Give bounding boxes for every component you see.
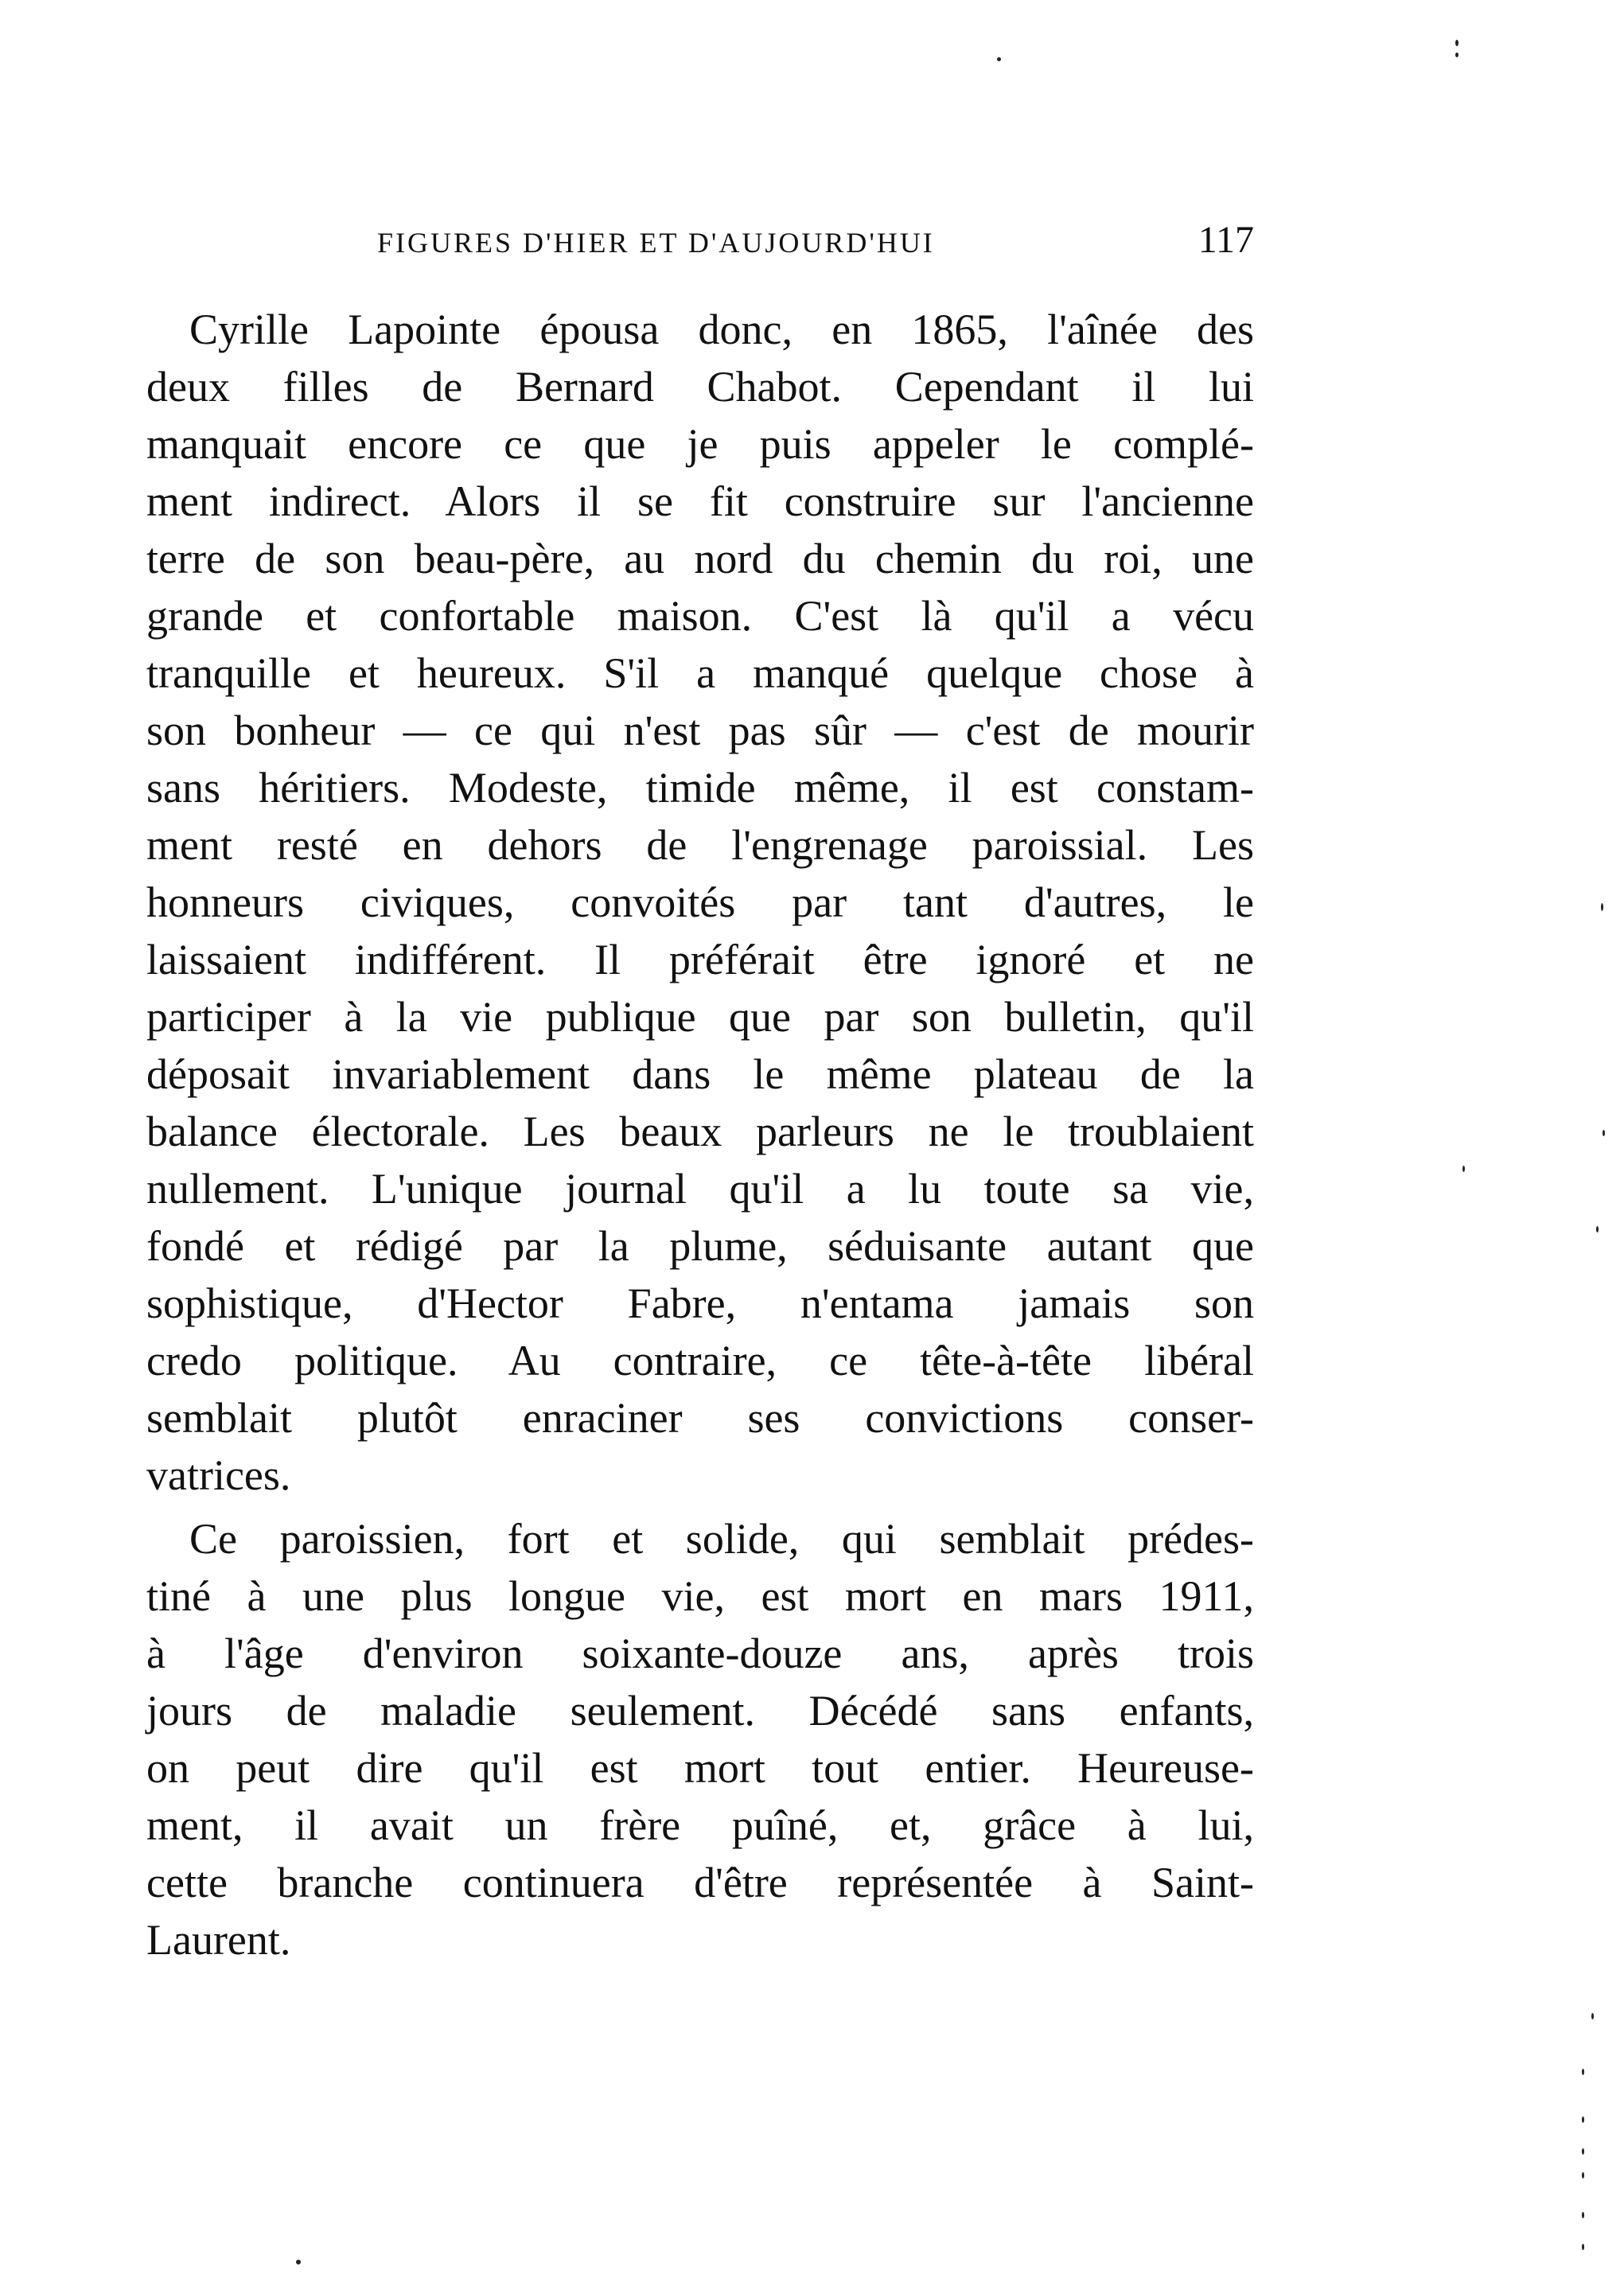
text-line: nullement. L'unique journal qu'il a lu toute sa vie, [146, 1165, 1254, 1213]
scan-speck [1582, 2212, 1584, 2218]
scan-speck [1582, 2172, 1584, 2179]
text-line: tiné à une plus longue vie, est mort en mars 1911, [146, 1572, 1254, 1620]
text-line: on peut dire qu'il est mort tout entier. Heureuse- [146, 1744, 1254, 1792]
text-line: son bonheur — ce qui n'est pas sûr — c'est de mourir [146, 707, 1254, 754]
text-line: manquait encore ce que je puis appeler le complé- [146, 420, 1254, 468]
scan-speck [1603, 1130, 1605, 1136]
text-line: cette branche continuera d'être représentée à Saint- [146, 1859, 1254, 1906]
paragraph-2 [146, 1510, 1254, 1968]
scan-speck [1596, 1226, 1599, 1232]
text-line: honneurs civiques, convoités par tant d'autres, le [146, 878, 1254, 926]
running-head [146, 213, 1254, 269]
text-line: sophistique, d'Hector Fabre, n'entama jamais son [146, 1279, 1254, 1327]
text-line: fondé et rédigé par la plume, séduisante autant que [146, 1222, 1254, 1270]
text-line: tranquille et heureux. S'il a manqué quelque chose à [146, 649, 1254, 697]
text-line: laissaient indifférent. Il préférait être ignoré et ne [146, 936, 1254, 983]
paragraph-1 [146, 301, 1254, 1504]
scan-speck [1601, 903, 1603, 911]
text-line: ment, il avait un frère puîné, et, grâce à lui, [146, 1801, 1254, 1849]
scan-speck [997, 57, 1001, 61]
scan-speck [1462, 1166, 1465, 1172]
text-line: vatrices. [146, 1451, 291, 1499]
text-line: grande et confortable maison. C'est là qu'il a vécu [146, 592, 1254, 640]
paragraph-gap [146, 1504, 1254, 1510]
text-line: credo politique. Au contraire, ce tête-à-tête libéral [146, 1337, 1254, 1384]
scan-speck [1582, 2116, 1584, 2123]
text-line: à l'âge d'environ soixante-douze ans, après trois [146, 1630, 1254, 1677]
text-line: ment resté en dehors de l'engrenage paroissial. Les [146, 821, 1254, 869]
text-line: sans héritiers. Modeste, timide même, il est constam- [146, 764, 1254, 812]
text-line: terre de son beau-père, au nord du chemin du roi, une [146, 535, 1254, 582]
page-number: 117 [1198, 219, 1254, 261]
text-line: semblait plutôt enraciner ses convictions conser- [146, 1394, 1254, 1442]
scan-speck [1582, 2148, 1584, 2155]
scan-speck [296, 2260, 301, 2264]
text-line: Laurent. [146, 1916, 291, 1964]
text-line: Cyrille Lapointe épousa donc, en 1865, l'aînée des [189, 306, 1254, 353]
text-line: Ce paroissien, fort et solide, qui semblait prédes- [189, 1515, 1254, 1563]
text-line: participer à la vie publique que par son bulletin, qu'il [146, 993, 1254, 1041]
scan-speck [1582, 2069, 1584, 2075]
text-line: deux filles de Bernard Chabot. Cependant il lui [146, 363, 1254, 411]
scan-speck [1455, 40, 1458, 46]
scan-speck [1582, 2244, 1584, 2250]
text-line: ment indirect. Alors il se fit construire sur l'ancienne [146, 477, 1254, 525]
scan-speck [1455, 53, 1458, 57]
text-line: jours de maladie seulement. Décédé sans enfants, [146, 1687, 1254, 1735]
running-title: FIGURES D'HIER ET D'AUJOURD'HUI [377, 227, 935, 259]
scan-speck [1591, 2013, 1594, 2019]
body-text [146, 301, 1254, 1968]
text-line: balance électorale. Les beaux parleurs ne le troublaient [146, 1108, 1254, 1155]
text-line: déposait invariablement dans le même plateau de la [146, 1050, 1254, 1098]
